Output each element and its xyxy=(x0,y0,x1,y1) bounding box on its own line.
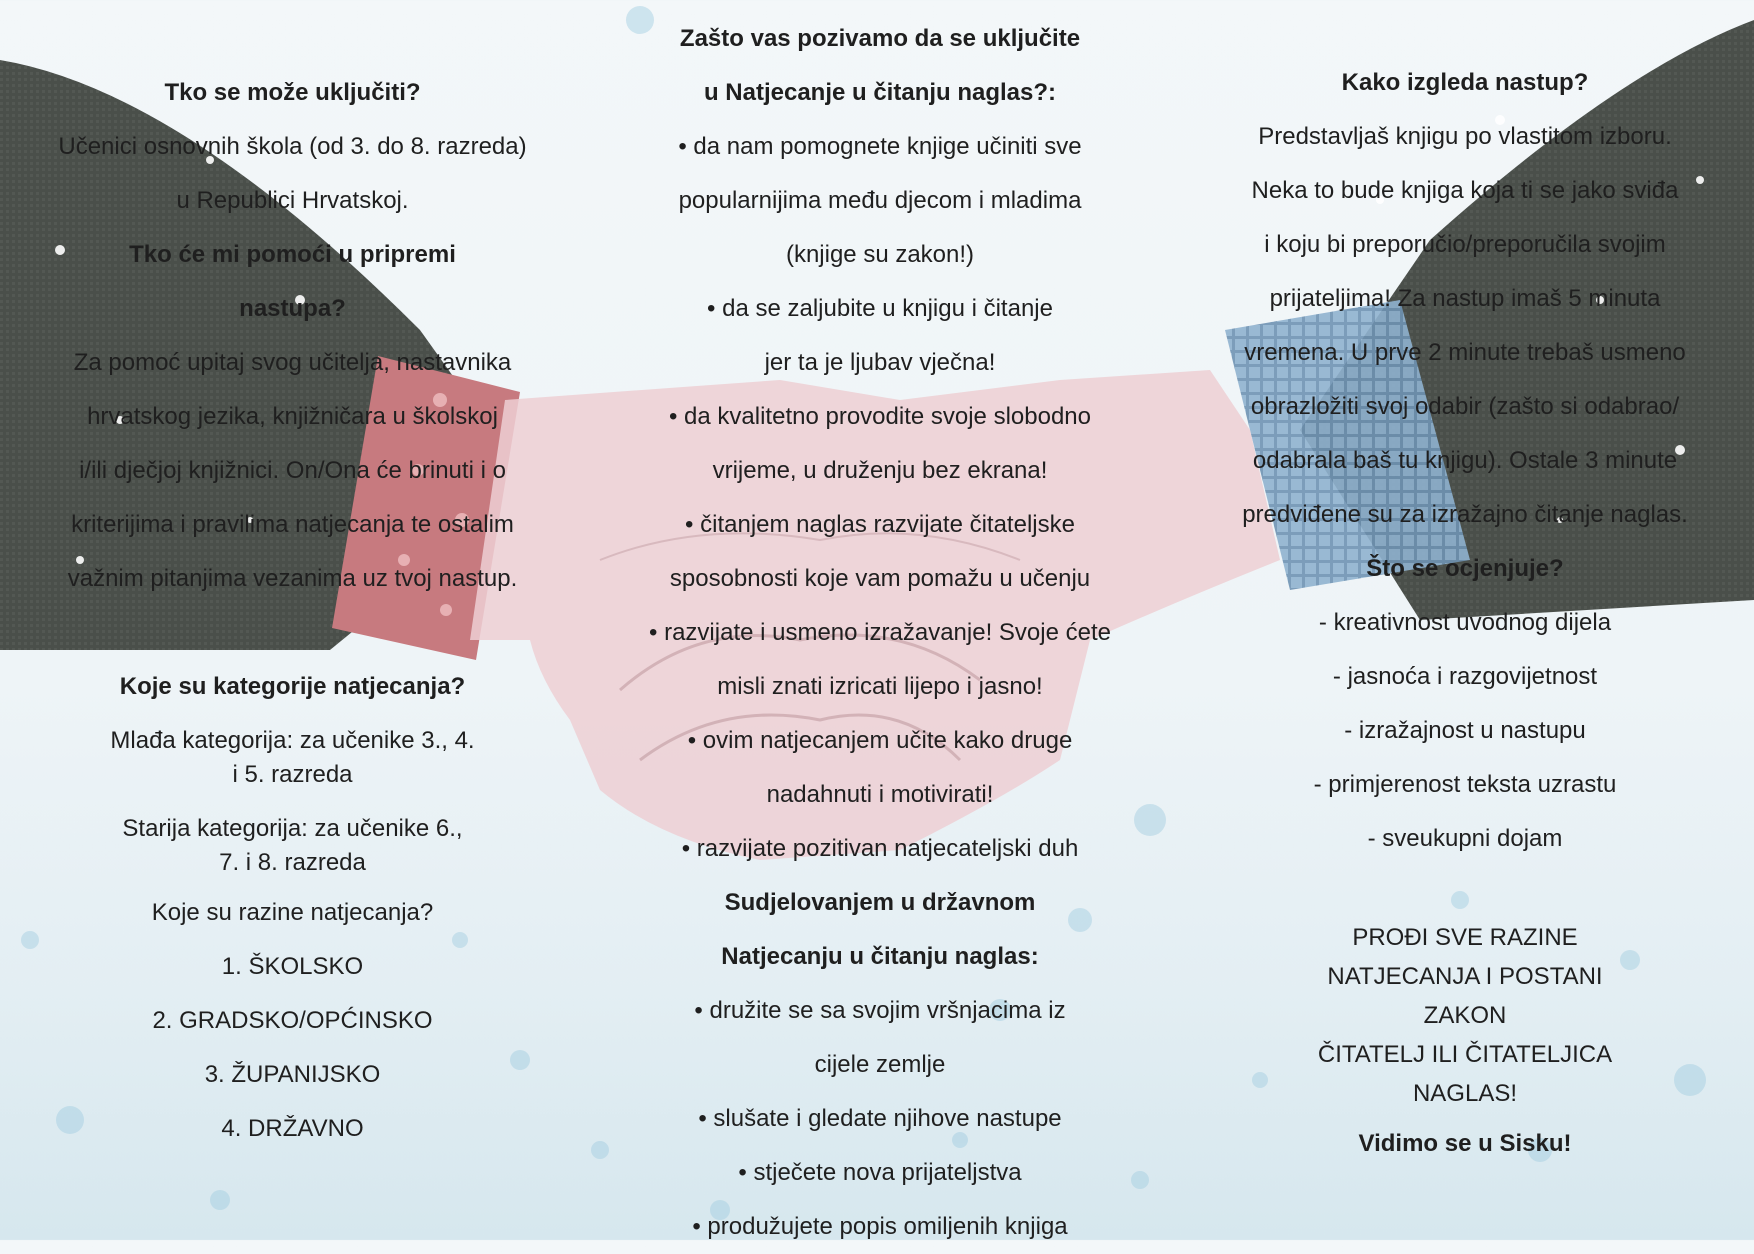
why-heading: u Natjecanje u čitanju naglas?: xyxy=(703,79,1057,106)
who-heading: Tko se može uključiti? xyxy=(164,79,421,106)
right-column xyxy=(1200,0,1730,1171)
criteria-item: - jasnoća i razgovijetnost xyxy=(1332,663,1598,690)
levels-heading: Koje su razine natjecanja? xyxy=(151,899,434,926)
category-older: Starija kategorija: za učenike 6., 7. i 8. razreda xyxy=(122,815,463,876)
left-column xyxy=(20,0,565,1156)
why-line: misli znati izricati lijepo i jasno! xyxy=(717,673,1043,700)
national-line: • slušate i gledate njihove nastupe xyxy=(698,1105,1062,1132)
why-line: • čitanjem naglas razvijate čitateljske xyxy=(685,511,1075,538)
help-line: i/ili dječjoj knjižnici. On/Ona će brinuti i o xyxy=(79,457,506,484)
final-line: NAGLAS! xyxy=(1412,1080,1518,1107)
why-line: • razvijate pozitivan natjecateljski duh xyxy=(681,835,1079,862)
criteria-item: - sveukupni dojam xyxy=(1367,825,1563,852)
national-heading: Sudjelovanjem u državnom xyxy=(724,889,1036,916)
categories-heading: Koje su kategorije natjecanja? xyxy=(119,673,466,700)
performance-line: odabrala baš tu knjigu). Ostale 3 minute xyxy=(1252,447,1678,474)
closing-line: Vidimo se u Sisku! xyxy=(1358,1130,1572,1157)
why-line: jer ta je ljubav vječna! xyxy=(764,349,996,376)
why-line: popularnijima među djecom i mladima xyxy=(678,187,1082,214)
performance-line: Predstavljaš knjigu po vlastitom izboru. xyxy=(1258,123,1672,150)
final-line: ČITATELJ ILI ČITATELJICA xyxy=(1317,1041,1613,1068)
why-line: • razvijate i usmeno izražavanje! Svoje ćete xyxy=(649,619,1111,646)
national-line: • stječete nova prijateljstva xyxy=(738,1159,1022,1186)
performance-line: prijateljima! Za nastup imaš 5 minuta xyxy=(1269,285,1661,312)
why-line: • da se zaljubite u knjigu i čitanje xyxy=(707,295,1053,322)
why-line: • da kvalitetno provodite svoje slobodno xyxy=(668,403,1091,430)
middle-column xyxy=(610,0,1150,1254)
level-item: 2. GRADSKO/OPĆINSKO xyxy=(152,1007,433,1034)
final-line: ZAKON xyxy=(1423,1002,1507,1029)
who-line: u Republici Hrvatskoj. xyxy=(176,187,409,214)
performance-line: vremena. U prve 2 minute trebaš usmeno xyxy=(1244,339,1686,366)
final-line: NATJECANJA I POSTANI xyxy=(1327,963,1603,990)
why-line: nadahnuti i motivirati! xyxy=(766,781,994,808)
level-item: 4. DRŽAVNO xyxy=(221,1115,364,1142)
criteria-item: - kreativnost uvodnog dijela xyxy=(1318,609,1612,636)
criteria-item: - izražajnost u nastupu xyxy=(1344,717,1586,744)
help-line: Za pomoć upitaj svog učitelja, nastavnika xyxy=(73,349,512,376)
performance-line: obrazložiti svoj odabir (zašto si odabrao/ xyxy=(1250,393,1680,420)
why-line: • ovim natjecanjem učite kako druge xyxy=(687,727,1073,754)
why-heading: Zašto vas pozivamo da se uključite xyxy=(679,25,1081,52)
national-line: cijele zemlje xyxy=(814,1051,946,1078)
performance-line: Neka to bude knjiga koja ti se jako sviđa xyxy=(1251,177,1679,204)
help-heading: nastupa? xyxy=(239,295,346,322)
why-line: vrijeme, u druženju bez ekrana! xyxy=(712,457,1048,484)
final-line: PROĐI SVE RAZINE xyxy=(1352,924,1578,951)
why-line: (knjige su zakon!) xyxy=(785,241,975,268)
level-item: 1. ŠKOLSKO xyxy=(221,953,364,980)
national-line: • družite se sa svojim vršnjacima iz xyxy=(694,997,1066,1024)
help-line: kriterijima i pravilima natjecanja te ostalim xyxy=(71,511,514,538)
performance-heading: Kako izgleda nastup? xyxy=(1341,69,1589,96)
category-younger: Mlađa kategorija: za učenike 3., 4. i 5. razreda xyxy=(110,727,475,788)
why-line: • da nam pomognete knjige učiniti sve xyxy=(678,133,1082,160)
criteria-item: - primjerenost teksta uzrastu xyxy=(1313,771,1617,798)
help-line: hrvatskog jezika, knjižničara u školskoj xyxy=(87,403,498,430)
level-item: 3. ŽUPANIJSKO xyxy=(204,1061,381,1088)
national-heading: Natjecanju u čitanju naglas: xyxy=(721,943,1039,970)
help-line: važnim pitanjima vezanima uz tvoj nastup. xyxy=(67,565,518,592)
who-line: Učenici osnovnih škola (od 3. do 8. razreda) xyxy=(58,133,527,160)
why-line: sposobnosti koje vam pomažu u učenju xyxy=(669,565,1091,592)
national-line: • produžujete popis omiljenih knjiga xyxy=(692,1213,1068,1240)
performance-line: i koju bi preporučio/preporučila svojim xyxy=(1264,231,1666,258)
criteria-heading: Što se ocjenjuje? xyxy=(1366,555,1564,582)
help-heading: Tko će mi pomoći u pripremi xyxy=(129,241,456,268)
performance-line: predviđene su za izražajno čitanje naglas. xyxy=(1242,501,1688,528)
